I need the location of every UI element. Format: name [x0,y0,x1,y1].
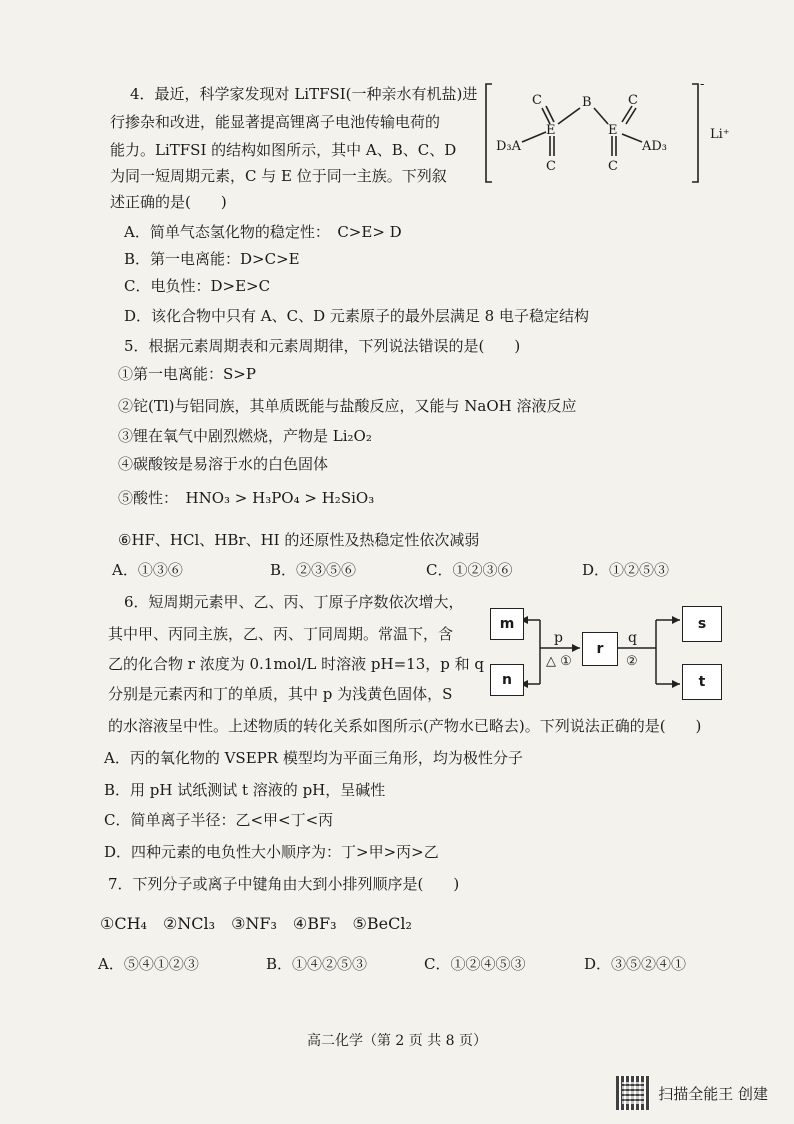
q7-stem: 7．下列分子或离子中键角由大到小排列顺序是( ) [108,875,460,893]
qr-code-icon [616,1076,650,1110]
q5-option-d: D．①②⑤③ [582,561,670,579]
struct-b: B [582,95,592,110]
struct-left-group: D₃A [496,139,522,154]
node-s: s [682,606,722,642]
struct-right-group: AD₃ [642,139,668,154]
q4-line-2: 行掺杂和改进，能显著提高锂离子电池传输电荷的 [110,113,441,131]
q5-option-c: C．①②③⑥ [426,561,513,579]
q5-item-4: ④碳酸铵是易溶于水的白色固体 [118,455,329,473]
struct-charge: - [700,78,705,92]
q4-option-d: D．该化合物中只有 A、C、D 元素原子的最外层满足 8 电子稳定结构 [124,307,589,325]
q6-option-c: C．简单离子半径：乙<甲<丁<丙 [104,811,334,829]
q6-line-4: 分别是元素丙和丁的单质，其中 p 为浅黄色固体，S [108,685,453,703]
label-step2: ② [626,654,638,669]
q6-option-d: D．四种元素的电负性大小顺序为：丁>甲>丙>乙 [104,843,439,861]
label-step1: △ ① [546,654,572,669]
q6-option-b: B．用 pH 试纸测试 t 溶液的 pH，呈碱性 [104,781,386,799]
q7-option-a: A．⑤④①②③ [98,955,199,973]
q7-option-b: B．①④②⑤③ [266,955,368,973]
struct-e-left: E [546,123,556,138]
q5-option-a: A．①③⑥ [112,561,183,579]
q4-option-c: C．电负性：D>E>C [124,277,271,295]
node-n: n [490,664,524,696]
q5-item-5: ⑤酸性： HNO₃ > H₃PO₄ > H₂SiO₃ [118,489,375,507]
q6-option-a: A．丙的氧化物的 VSEPR 模型均为平面三角形，均为极性分子 [104,749,523,767]
q6-line-3: 乙的化合物 r 浓度为 0.1mol/L 时溶液 pH=13，p 和 q [108,655,485,673]
struct-c-bottom-left: C [546,159,556,174]
watermark-text: 扫描全能王 创建 [658,1084,768,1103]
q5-item-3: ③锂在氧气中剧烈燃烧，产物是 Li₂O₂ [118,427,372,445]
q5-item-1: ①第一电离能：S>P [118,365,256,383]
right-bracket [692,84,698,182]
left-bracket [486,84,492,182]
q4-line-5: 述正确的是( ) [110,193,227,211]
label-p: p [554,630,563,646]
q7-items: ①CH₄ ②NCl₃ ③NF₃ ④BF₃ ⑤BeCl₂ [100,914,412,933]
q4-line-4: 为同一短周期元素，C 与 E 位于同一主族。下列叙 [110,167,447,185]
q4-line-1: 4．最近，科学家发现对 LiTFSI(一种亲水有机盐)进 [130,85,478,103]
litfsi-structure [484,78,754,190]
node-t: t [682,664,722,700]
page-footer: 高二化学（第 2 页 共 8 页） [306,1033,488,1049]
node-m: m [490,608,524,640]
struct-e-right: E [608,123,618,138]
q4-option-a: A．简单气态氢化物的稳定性： C>E> D [124,223,402,241]
struct-c-top-left: C [532,93,542,108]
q5-option-b: B．②③⑤⑥ [270,561,357,579]
q6-line-2: 其中甲、丙同主族，乙、丙、丁同周期。常温下，含 [108,625,454,643]
q6-line-1: 6．短周期元素甲、乙、丙、丁原子序数依次增大， [124,593,464,611]
node-r: r [582,632,618,666]
q5-item-6: ⑥HF、HCl、HBr、HI 的还原性及热稳定性依次减弱 [118,531,480,549]
q7-option-d: D．③⑤②④① [584,955,687,973]
struct-cation: Li⁺ [710,127,730,142]
q7-option-c: C．①②④⑤③ [424,955,526,973]
q5-stem: 5．根据元素周期表和元素周期律，下列说法错误的是( ) [124,337,521,355]
q6-line-5: 的水溶液呈中性。上述物质的转化关系如图所示(产物水已略去)。下列说法正确的是( ) [108,717,702,735]
struct-c-top-right: C [628,93,638,108]
q4-option-b: B．第一电离能：D>C>E [124,250,300,268]
struct-c-bottom-right: C [608,159,618,174]
scanner-watermark [616,1076,768,1110]
q4-line-3: 能力。LiTFSI 的结构如图所示，其中 A、B、C、D [110,141,457,159]
label-q: q [628,630,637,646]
q5-item-2: ②铊(Tl)与铝同族，其单质既能与盐酸反应，又能与 NaOH 溶液反应 [118,397,577,415]
